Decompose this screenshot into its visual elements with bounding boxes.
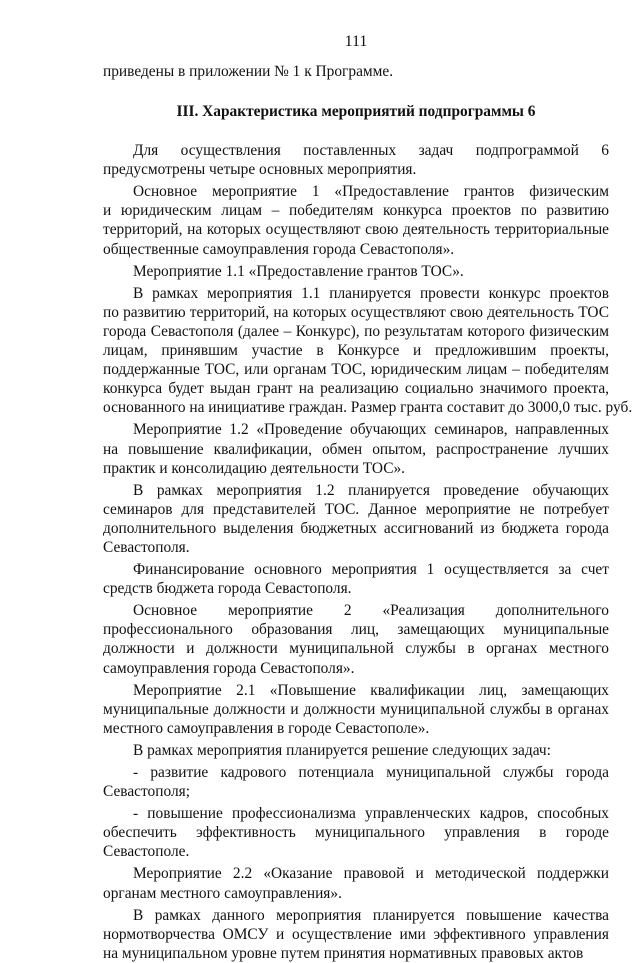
text-line: Мероприятие 1.2 «Проведение обучающих семинаров, направленных	[133, 421, 609, 439]
intro-line: приведены в приложении № 1 к Программе.	[103, 63, 394, 80]
paragraph	[103, 741, 609, 760]
text-line: дополнительного выделения бюджетных ассигнований из бюджета города	[103, 519, 609, 537]
text-line: обеспечить эффективность муниципального управления в городе	[103, 824, 609, 842]
text-line: основанного на инициативе граждан. Размер гранта составит до 3000,0 тыс. руб.	[103, 399, 633, 417]
text-line: Севастополя.	[103, 538, 190, 556]
text-line: органам местного самоуправления».	[103, 884, 342, 902]
text-line: средств бюджета города Севастополя.	[103, 580, 352, 598]
text-line: Севастополе.	[103, 843, 190, 861]
text-line: В рамках данного мероприятия планируется повышение качества	[133, 906, 609, 924]
paragraph	[103, 141, 609, 179]
text-line: В рамках мероприятия планируется решение следующих задач:	[133, 741, 551, 759]
text-line: Севастополя;	[103, 783, 190, 801]
paragraph	[103, 182, 609, 258]
text-line: муниципальные должности и должности муниципальной службы в органах	[103, 700, 609, 718]
text-line: города Севастополя (далее – Конкурс), по результатам которого физическим	[103, 322, 609, 340]
paragraph	[103, 601, 609, 677]
text-line: на муниципальном уровне путем принятия нормативных правовых актов	[103, 944, 584, 962]
text-line: практик и консолидацию деятельности ТОС».	[103, 459, 406, 477]
paragraph	[103, 420, 609, 477]
text-line: предусмотрены четыре основных мероприятия.	[103, 161, 417, 179]
paragraph	[103, 906, 609, 963]
text-line: нормотворчества ОМСУ и осуществление ими эффективного управления	[103, 925, 609, 943]
paragraph	[103, 481, 609, 557]
paragraph	[103, 681, 609, 738]
paragraph	[103, 804, 609, 861]
text-line: - развитие кадрового потенциала муниципальной службы города	[133, 764, 609, 781]
text-line: на повышение квалификации, обмен опытом, распространение лучших	[103, 440, 609, 458]
text-line: конкурса будет выдан грант на реализацию социально значимого проекта,	[103, 380, 609, 398]
text-line: Финансирование основного мероприятия 1 осуществляется за счет	[133, 561, 609, 579]
text-line: семинаров для представителей ТОС. Данное мероприятие не потребует	[103, 500, 609, 518]
body-text	[103, 141, 633, 963]
text-line: Мероприятие 2.1 «Повышение квалификации лиц, замещающих	[133, 681, 609, 699]
document-page	[103, 30, 633, 963]
text-line: Основное мероприятие 2 «Реализация дополнительного	[133, 602, 609, 620]
text-line: самоуправления города Севастополя».	[103, 659, 355, 677]
text-line: профессионального образования лиц, замещающих муниципальные	[103, 621, 609, 639]
text-line: местного самоуправления в городе Севастополе».	[103, 719, 430, 737]
paragraph	[103, 284, 633, 418]
text-line: должности и должности муниципальной службы в органах местного	[103, 640, 609, 658]
paragraph	[103, 560, 609, 598]
text-line: территорий, на которых осуществляют свою деятельность территориальные	[103, 221, 609, 239]
text-line: Основное мероприятие 1 «Предоставление грантов физическим	[133, 183, 609, 201]
text-line: лицам, принявшим участие в Конкурсе и предложившим проекты,	[103, 342, 609, 360]
paragraph	[103, 262, 609, 281]
text-line: и юридическим лицам – победителям конкурса проектов по развитию	[103, 202, 609, 220]
page-number: 111	[344, 33, 368, 50]
text-line: Мероприятие 1.1 «Предоставление грантов ТОС».	[133, 262, 464, 280]
text-line: В рамках мероприятия 1.1 планируется провести конкурс проектов	[133, 284, 609, 302]
paragraph	[103, 864, 609, 902]
text-line: Мероприятие 2.2 «Оказание правовой и методической поддержки	[133, 865, 609, 883]
text-line: по развитию территорий, на которых осуществляют свою деятельность ТОС	[103, 303, 609, 321]
text-line: общественные самоуправления города Севастополя».	[103, 240, 455, 258]
section-heading: III. Характеристика мероприятий подпрограммы 6	[176, 103, 536, 121]
text-line: - повышение профессионализма управленческих кадров, способных	[133, 805, 609, 823]
text-line: В рамках мероприятия 1.2 планируется проведение обучающих	[133, 481, 609, 499]
text-line: Для осуществления поставленных задач подпрограммой 6	[133, 142, 609, 160]
paragraph	[103, 763, 609, 801]
text-line: поддержанные ТОС, или органам ТОС, юридическим лицам – победителям	[103, 361, 609, 379]
